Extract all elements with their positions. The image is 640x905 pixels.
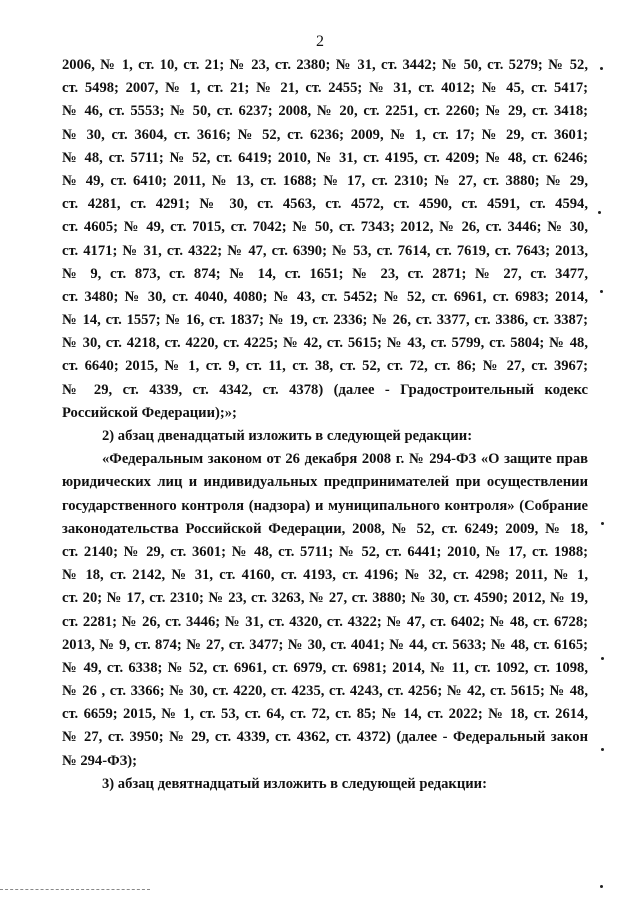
text-line: 2013, № 9, ст. 874; № 27, ст. 3477; № 30, ст. 4041; № 44, ст. 5633; № 48, ст. 6165; [62, 636, 588, 653]
document-body [62, 54, 588, 796]
scan-edge-line [0, 889, 150, 890]
scan-speck [601, 657, 604, 660]
text-line: Российской Федерации);»; [62, 404, 237, 421]
text-line: юридических лиц и индивидуальных предпринимателей при осуществлении [62, 474, 588, 491]
text-line: ст. 6659; 2015, № 1, ст. 53, ст. 64, ст. 72, ст. 85; № 14, ст. 2022; № 18, ст. 2614, [62, 706, 588, 723]
text-line: ст. 20; № 17, ст. 2310; № 23, ст. 3263, № 27, ст. 3880; № 30, ст. 4590; 2012, № 19, [62, 590, 588, 607]
scan-speck [600, 67, 603, 70]
text-line: 2) абзац двенадцатый изложить в следующей редакции: [102, 428, 473, 444]
text-line: «Федеральным законом от 26 декабря 2008 г. № 294-ФЗ «О защите прав [102, 451, 588, 468]
text-line: ст. 6640; 2015, № 1, ст. 9, ст. 11, ст. 38, ст. 52, ст. 72, ст. 86; № 27, ст. 3967; [62, 358, 588, 375]
text-line: ст. 5498; 2007, № 1, ст. 21; № 21, ст. 2455; № 31, ст. 4012; № 45, ст. 5417; [62, 80, 588, 97]
scan-speck [601, 748, 604, 751]
text-line: ст. 4171; № 31, ст. 4322; № 47, ст. 6390; № 53, ст. 7614, ст. 7619, ст. 7643; 2013, [62, 242, 588, 259]
text-line: № 29, ст. 4339, ст. 4342, ст. 4378) (далее - Градостроительный кодекс [62, 381, 588, 398]
text-line: № 30, ст. 3604, ст. 3616; № 52, ст. 6236; 2009, № 1, ст. 17; № 29, ст. 3601; [62, 126, 588, 143]
text-line: № 9, ст. 873, ст. 874; № 14, ст. 1651; № 23, ст. 2871; № 27, ст. 3477, [62, 265, 588, 282]
text-line: ст. 4605; № 49, ст. 7015, ст. 7042; № 50, ст. 7343; 2012, № 26, ст. 3446; № 30, [62, 219, 588, 236]
text-line: № 14, ст. 1557; № 16, ст. 1837; № 19, ст. 2336; № 26, ст. 3377, ст. 3386, ст. 3387; [62, 312, 588, 329]
text-line: 2006, № 1, ст. 10, ст. 21; № 23, ст. 2380; № 31, ст. 3442; № 50, ст. 5279; № 52, [62, 57, 588, 73]
text-line: № 26 , ст. 3366; № 30, ст. 4220, ст. 4235, ст. 4243, ст. 4256; № 42, ст. 5615; № 48, [62, 683, 588, 700]
scan-speck [600, 885, 603, 888]
text-line: № 49, ст. 6410; 2011, № 13, ст. 1688; № 17, ст. 2310; № 27, ст. 3880; № 29, [62, 172, 588, 189]
text-line: ст. 2281; № 26, ст. 3446; № 31, ст. 4320, ст. 4322; № 47, ст. 6402; № 48, ст. 6728; [62, 613, 588, 630]
page-number: 2 [316, 33, 324, 50]
text-line: № 46, ст. 5553; № 50, ст. 6237; 2008, № 20, ст. 2251, ст. 2260; № 29, ст. 3418; [62, 103, 588, 120]
text-line: государственного контроля (надзора) и муниципального контроля» (Собрание [62, 497, 588, 514]
scan-speck [601, 522, 604, 525]
text-line: № 18, ст. 2142, № 31, ст. 4160, ст. 4193, ст. 4196; № 32, ст. 4298; 2011, № 1, [62, 567, 588, 584]
text-line: № 27, ст. 3950; № 29, ст. 4339, ст. 4362, ст. 4372) (далее - Федеральный закон [62, 729, 588, 746]
text-line: ст. 3480; № 30, ст. 4040, 4080; № 43, ст. 5452; № 52, ст. 6961, ст. 6983; 2014, [62, 288, 588, 305]
text-line: № 30, ст. 4218, ст. 4220, ст. 4225; № 42, ст. 5615; № 43, ст. 5799, ст. 5804; № 48, [62, 335, 588, 352]
scan-speck [598, 211, 601, 214]
scan-speck [600, 290, 603, 293]
text-line: законодательства Российской Федерации, 2008, № 52, ст. 6249; 2009, № 18, [62, 520, 588, 537]
text-line: № 294-ФЗ); [62, 752, 138, 769]
text-line: ст. 4281, ст. 4291; № 30, ст. 4563, ст. 4572, ст. 4590, ст. 4591, ст. 4594, [62, 196, 588, 213]
text-line: 3) абзац девятнадцатый изложить в следующей редакции: [102, 775, 487, 792]
text-line: № 48, ст. 5711; № 52, ст. 6419; 2010, № 31, ст. 4195, ст. 4209; № 48, ст. 6246; [62, 149, 588, 166]
text-line: ст. 2140; № 29, ст. 3601; № 48, ст. 5711; № 52, ст. 6441; 2010, № 17, ст. 1988; [62, 543, 588, 560]
text-line: № 49, ст. 6338; № 52, ст. 6961, ст. 6979, ст. 6981; 2014, № 11, ст. 1092, ст. 1098, [62, 659, 588, 676]
